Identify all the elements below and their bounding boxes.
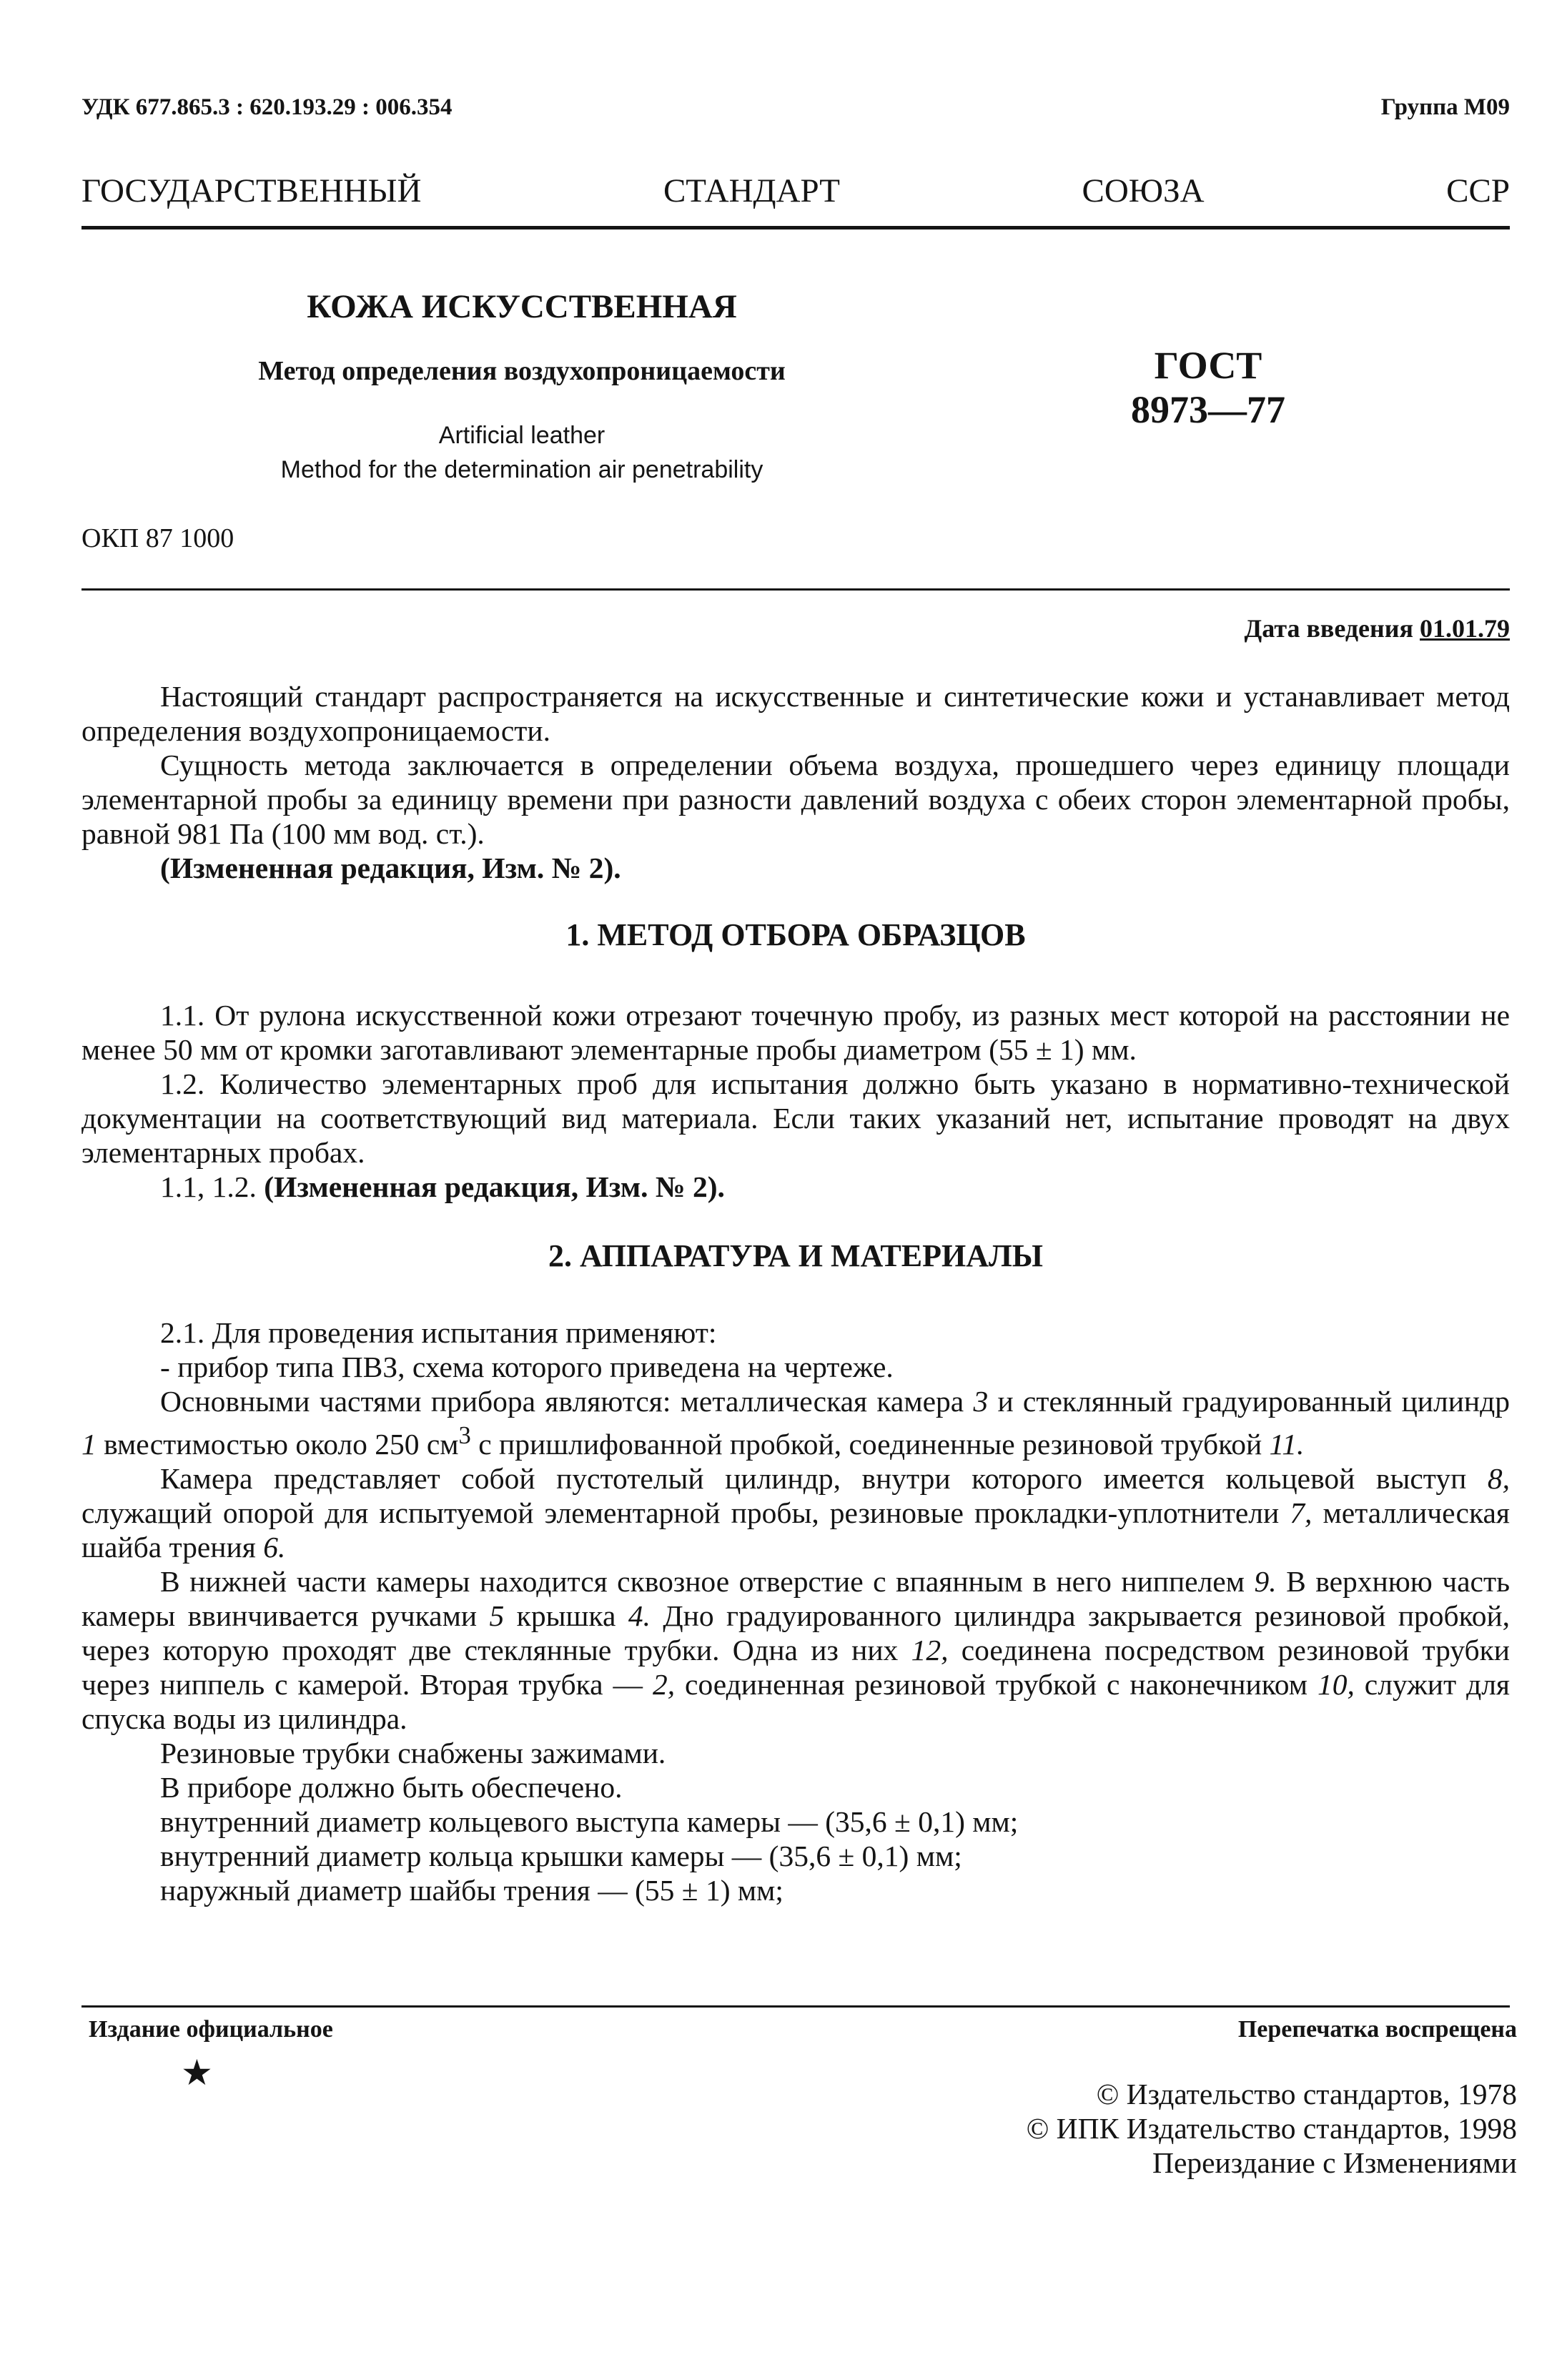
english-subtitle: Method for the determination air penetrability — [280, 456, 763, 483]
footer-rule — [81, 2005, 1510, 2008]
english-title: Artificial leather — [438, 422, 605, 449]
amendment-clauses: 1.1, 1.2. — [160, 1170, 257, 1203]
title-block-rule — [81, 588, 1510, 591]
amendment-note — [81, 1170, 1510, 1204]
intro-date — [1245, 613, 1511, 643]
intro-date-label: Дата введения — [1244, 614, 1413, 643]
copyright-line: © Издательство стандартов, 1978 — [1096, 2078, 1517, 2110]
intro-date-value: 01.01.79 — [1420, 614, 1510, 643]
banner-word-standard: СТАНДАРТ — [663, 172, 840, 209]
banner-word-state: ГОСУДАРСТВЕННЫЙ — [81, 172, 422, 209]
banner-word-ussr: ССР — [1446, 172, 1510, 209]
chamber-bottom-paragraph: В нижней части камеры находится сквозное отверстие с впаянным в него ниппелем 9. В верхнюю часть камеры ввинчивается ручками 5 крышка 4. Дно градуированного цилиндра закрывается резиновой пробкой, через которую проходят две стеклянные трубки. Одна из них 12, соединена посредством резиновой трубки через ниппель с камерой. Вторая трубка — 2, соединенная резиновой трубкой с наконечником 10, служит для спуска воды из цилиндра. — [81, 1564, 1511, 1735]
amendment-label: (Измененная редакция, Изм. № 2). — [264, 1170, 725, 1203]
intro-paragraph: Настоящий стандарт распространяется на искусственные и синтетические кожи и устанавливает метод определения воздухопроницаемости. — [81, 680, 1510, 747]
reissue-note: Переиздание с Изменениями — [1152, 2146, 1517, 2179]
star-icon: ★ — [181, 2053, 213, 2093]
document-subtitle: Метод определения воздухопроницаемости — [258, 356, 786, 386]
requirements-intro: В приборе должно быть обеспечено. — [160, 1770, 623, 1804]
section-2-heading: 2. АППАРАТУРА И МАТЕРИАЛЫ — [548, 1238, 1043, 1273]
clamps-note: Резиновые трубки снабжены зажимами. — [160, 1736, 666, 1769]
copyright-line: © ИПК Издательство стандартов, 1998 — [1026, 2112, 1517, 2145]
gost-number: 8973—77 — [1131, 388, 1285, 431]
clause-1-1: 1.1. От рулона искусственной кожи отрезают точечную пробу, из разных мест которой на расстоянии не менее 50 мм от кромки заготавливают элементарные пробы диаметром (55 ± 1) мм. — [81, 999, 1510, 1066]
requirement-item: наружный диаметр шайбы трения — (55 ± 1) мм; — [160, 1873, 784, 1907]
banner-word-union: СОЮЗА — [1082, 172, 1205, 209]
section-1-text — [81, 998, 1510, 1204]
amendment-note: (Измененная редакция, Изм. № 2). — [160, 851, 621, 884]
copyright-block — [1027, 2077, 1517, 2180]
official-edition-label: Издание официальное — [89, 2016, 333, 2043]
standard-banner — [81, 172, 1510, 210]
requirement-item: внутренний диаметр кольца крышки камеры — (35,6 ± 0,1) мм; — [160, 1839, 962, 1872]
gost-label: ГОСТ — [1154, 344, 1262, 387]
udk-code: УДК 677.865.3 : 620.193.29 : 006.354 — [81, 94, 453, 120]
chamber-description-paragraph: Камера представляет собой пустотелый цилиндр, внутри которого имеется кольцевой выступ 8, служащий опорой для испытуемой элементарной пробы, резиновые прокладки-уплотнители 7, металлическая шайба трения 6. — [81, 1461, 1511, 1564]
clause-1-2: 1.2. Количество элементарных проб для испытания должно быть указано в нормативно-технической документации на соответствующий вид материала. Если таких указаний нет, испытание проводят на двух элементарных пробах. — [81, 1067, 1510, 1169]
document-title: КОЖА ИСКУССТВЕННАЯ — [307, 288, 737, 325]
okp-code: ОКП 87 1000 — [81, 523, 234, 553]
section-2-text — [81, 1315, 1510, 1907]
clause-2-1: 2.1. Для проведения испытания применяют: — [160, 1316, 717, 1349]
section-1-heading: 1. МЕТОД ОТБОРА ОБРАЗЦОВ — [565, 917, 1026, 952]
apparatus-item: - прибор типа ПВЗ, схема которого приведена на чертеже. — [160, 1351, 894, 1383]
reprint-prohibited-label: Перепечатка воспрещена — [1237, 2016, 1517, 2043]
intro-paragraph: Сущность метода заключается в определении объема воздуха, прошедшего через единицу площади элементарной пробы за единицу времени при разности давлений воздуха с обеих сторон элементарной пробы, равной 981 Па (100 мм вод. ст.). — [81, 749, 1510, 850]
intro-text — [81, 679, 1510, 885]
apparatus-parts-paragraph: Основными частями прибора являются: металлическая камера 3 и стеклянный градуированный цилиндр 1 вместимостью около 250 $см^3$ с пришлифованной пробкой, соединенные резиновой трубкой 11. — [81, 1385, 1511, 1461]
requirement-item: внутренний диаметр кольцевого выступа камеры — (35,6 ± 0,1) мм; — [160, 1804, 1019, 1838]
gost-designation — [1101, 343, 1315, 432]
header-thick-rule — [81, 226, 1510, 229]
group-code: Группа М09 — [1380, 94, 1510, 120]
